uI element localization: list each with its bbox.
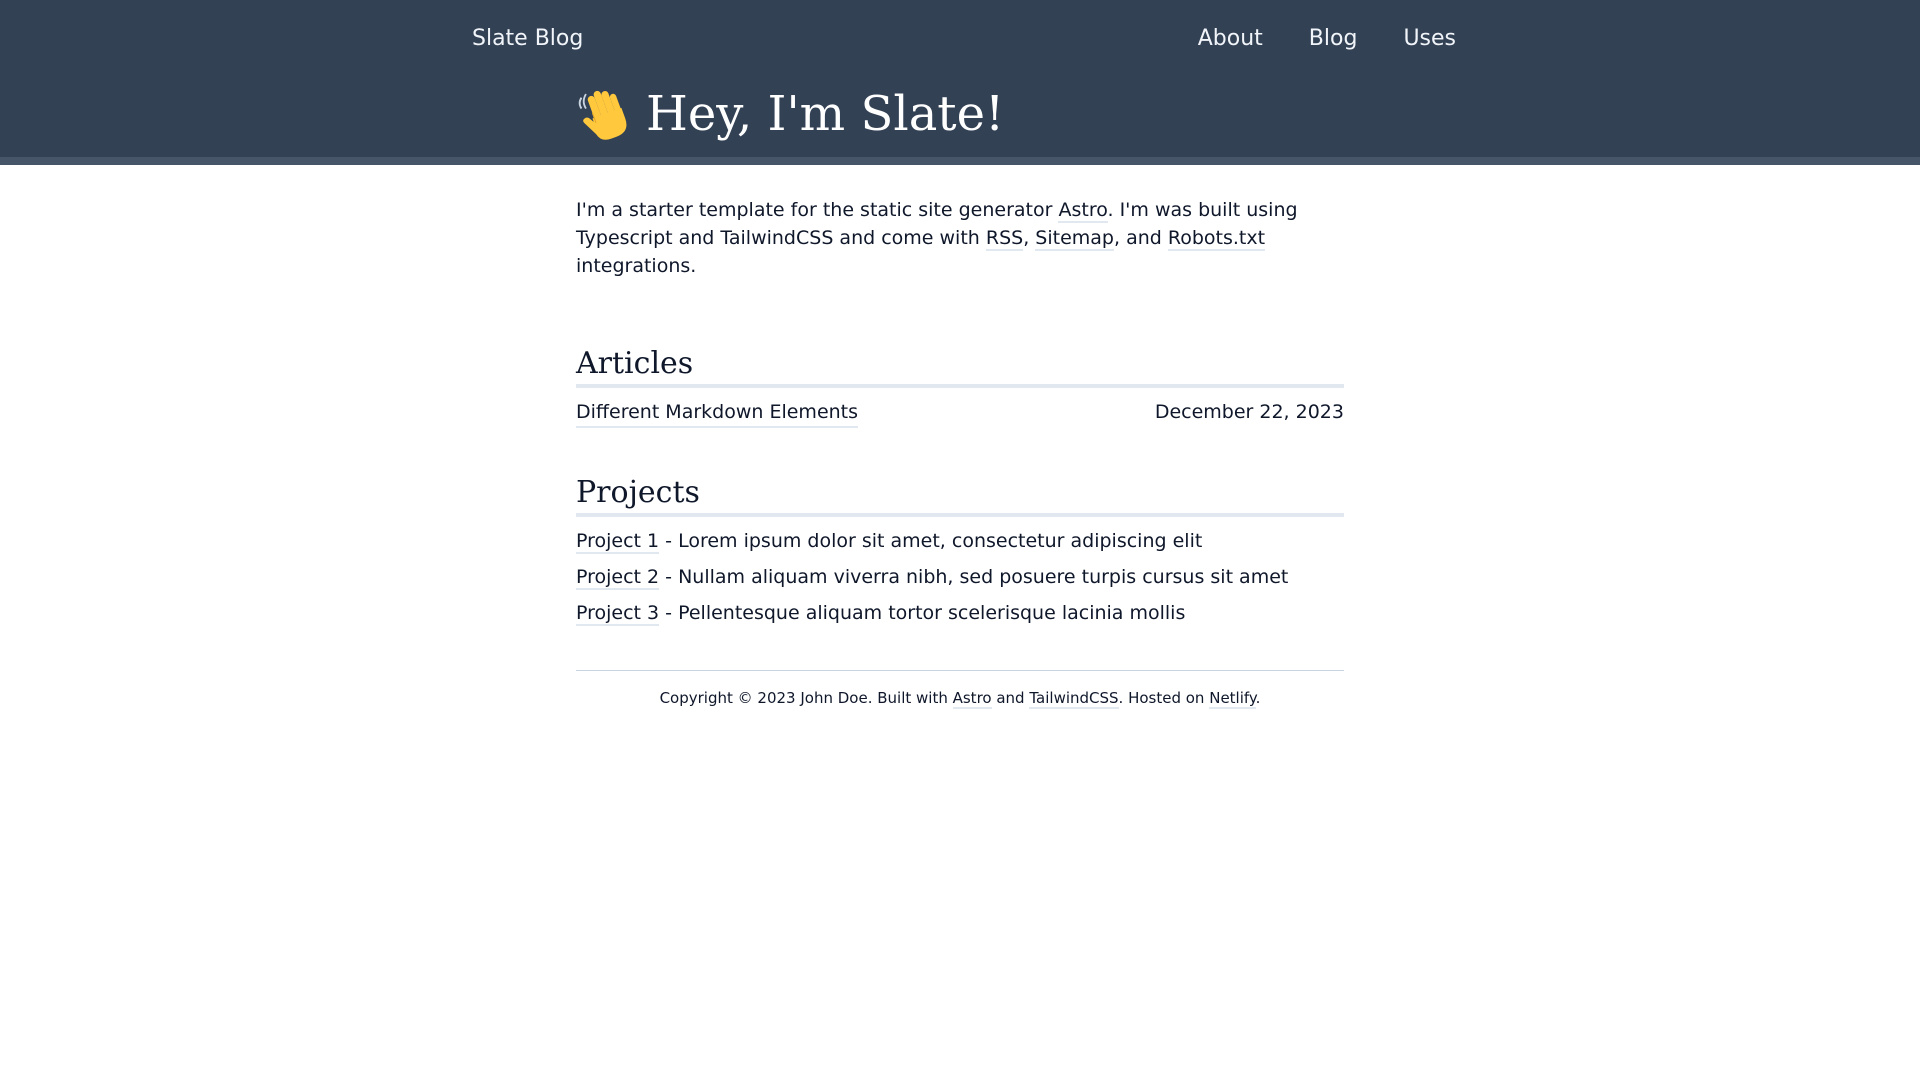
page-title: Hey, I'm Slate!: [646, 86, 1005, 142]
footer-text: .: [1255, 689, 1261, 707]
main-nav: [1152, 24, 1456, 54]
site-header: [0, 0, 1920, 165]
intro-text: , and: [1114, 227, 1168, 249]
intro-text: I'm a starter template for the static site generator: [576, 199, 1059, 221]
nav-blog[interactable]: Blog: [1308, 26, 1358, 51]
robots-link[interactable]: Robots.txt: [1167, 227, 1266, 249]
nav-uses[interactable]: Uses: [1403, 26, 1456, 51]
article-date: December 22, 2023: [1154, 401, 1344, 423]
project-list: [576, 527, 1344, 627]
footer-netlify-link[interactable]: Netlify: [1209, 689, 1256, 707]
project-link[interactable]: Project 1: [576, 530, 660, 552]
project-description: - Nullam aliquam viverra nibh, sed posuere turpis cursus sit amet: [659, 566, 1289, 588]
site-footer: [576, 670, 1344, 709]
rss-link[interactable]: RSS: [985, 227, 1024, 249]
articles-section: [576, 344, 1344, 428]
project-link[interactable]: Project 3: [576, 602, 660, 624]
intro-paragraph: [576, 196, 1344, 280]
brand-link[interactable]: Slate Blog: [472, 26, 584, 51]
sitemap-link[interactable]: Sitemap: [1035, 227, 1114, 249]
project-item: [576, 527, 1344, 555]
main-content: [576, 196, 1344, 709]
intro-text: ,: [1023, 227, 1036, 249]
astro-link[interactable]: Astro: [1058, 199, 1108, 221]
footer-astro-link[interactable]: Astro: [952, 689, 992, 707]
article-link[interactable]: Different Markdown Elements: [576, 398, 858, 428]
footer-tailwind-link[interactable]: TailwindCSS: [1029, 689, 1119, 707]
intro-text: integrations.: [576, 255, 697, 277]
intro-text: . I'm was built using Typescript and TailwindCSS and come with: [576, 199, 1298, 249]
hero: [576, 82, 1004, 146]
project-link[interactable]: Project 2: [576, 566, 660, 588]
footer-text: . Hosted on: [1118, 689, 1210, 707]
footer-text: and: [991, 689, 1030, 707]
waving-hand-icon: [576, 85, 634, 143]
projects-section: [576, 473, 1344, 627]
footer-text: Copyright © 2023 John Doe. Built with: [659, 689, 953, 707]
project-item: [576, 563, 1344, 591]
projects-heading: Projects: [576, 473, 1344, 517]
articles-heading: Articles: [576, 344, 1344, 388]
project-description: - Lorem ipsum dolor sit amet, consectetur adipiscing elit: [659, 530, 1203, 552]
project-description: - Pellentesque aliquam tortor scelerisque lacinia mollis: [659, 602, 1186, 624]
project-item: [576, 599, 1344, 627]
nav-about[interactable]: About: [1197, 26, 1263, 51]
article-row: [576, 398, 1344, 428]
